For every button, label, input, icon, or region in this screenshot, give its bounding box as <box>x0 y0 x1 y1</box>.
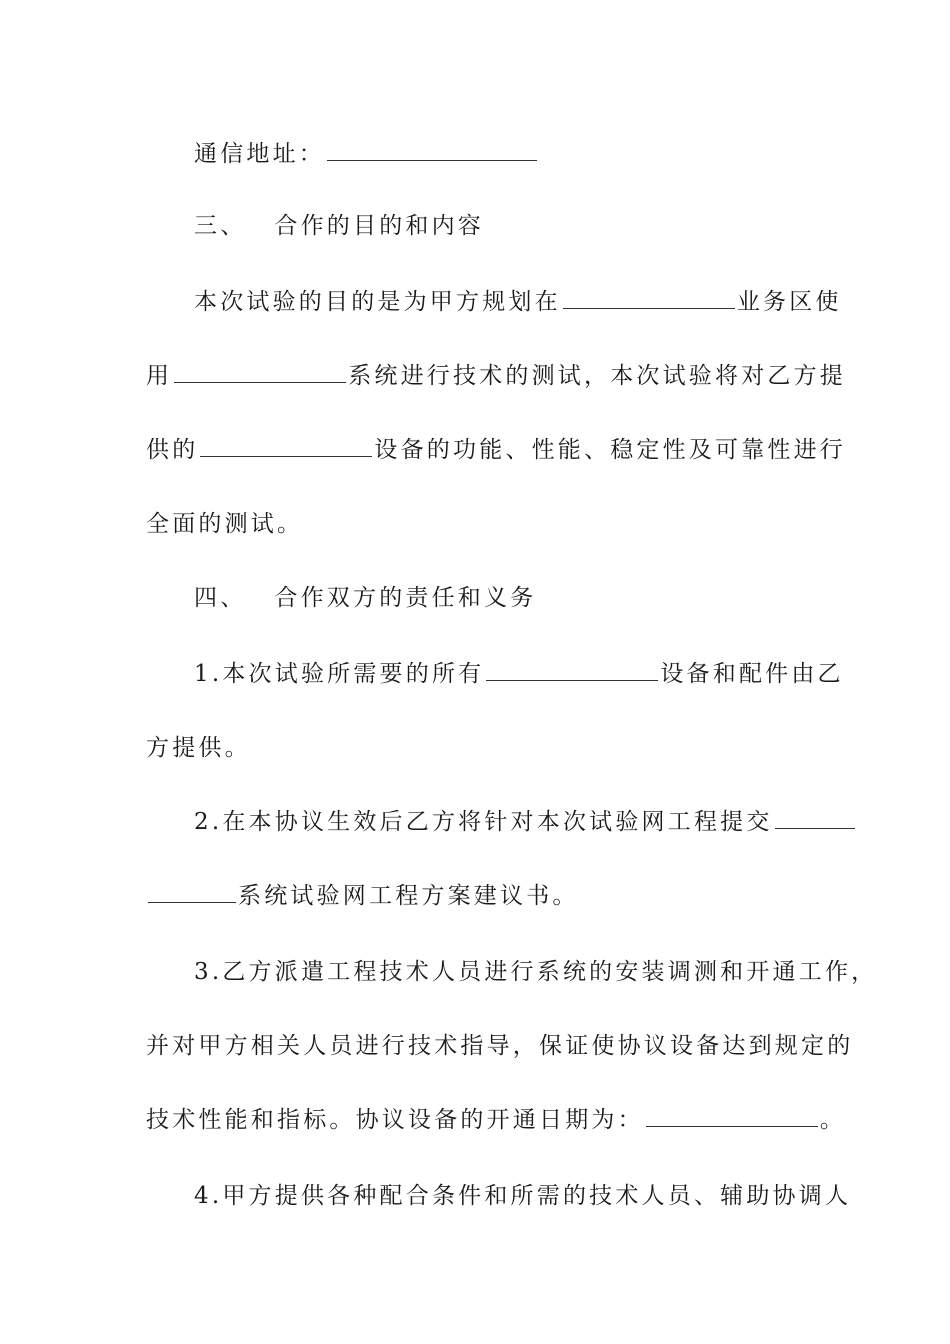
p1-l3-text-a: 供的 <box>146 437 199 463</box>
section-4-title: 合作双方的责任和义务 <box>274 585 537 611</box>
section-4-heading <box>0 582 950 614</box>
item-4-text-a: 4.甲方提供各种配合条件和所需的技术人员、辅助协调人 <box>194 1183 852 1209</box>
item-3-blank-date <box>646 1104 818 1127</box>
section-3-heading <box>0 210 950 242</box>
paragraph-1-line-4 <box>0 508 950 540</box>
item-3-text-d: 。 <box>819 1107 847 1133</box>
item-3-text-b: 并对甲方相关人员进行技术指导，保证使协议设备达到规定的 <box>146 1033 854 1059</box>
section-3-title: 合作的目的和内容 <box>274 213 485 239</box>
item-3-line-2 <box>0 1030 950 1062</box>
p1-blank-system <box>174 360 346 383</box>
item-1-blank <box>486 658 658 681</box>
address-label: 通信地址： <box>194 141 325 167</box>
item-1-line-1 <box>0 658 950 690</box>
item-2-text-b: 系统试验网工程方案建议书。 <box>238 883 579 909</box>
item-1-text-c: 方提供。 <box>146 735 251 761</box>
address-line <box>0 138 950 170</box>
item-4-line-1 <box>0 1180 950 1212</box>
p1-l2-text-a: 用 <box>146 363 173 389</box>
address-blank <box>327 138 537 161</box>
item-2-text-a: 2.在本协议生效后乙方将针对本次试验网工程提交 <box>194 809 773 835</box>
p1-l4-text: 全面的测试。 <box>146 511 304 537</box>
item-1-text-a: 1.本次试验所需要的所有 <box>194 661 485 687</box>
p1-blank-equipment <box>200 434 372 457</box>
section-4-number: 四、 <box>194 585 247 611</box>
section-3-number: 三、 <box>194 213 247 239</box>
paragraph-1-line-1 <box>0 286 950 318</box>
p1-text-a: 本次试验的目的是为甲方规划在 <box>194 289 561 315</box>
item-3-text-c: 技术性能和指标。协议设备的开通日期为： <box>146 1107 644 1133</box>
item-2-blank-a <box>775 806 855 829</box>
item-2-blank-b <box>148 880 236 903</box>
p1-blank-region <box>563 286 735 309</box>
p1-l2-text-b: 系统进行技术的测试，本次试验将对乙方提 <box>348 363 847 389</box>
item-3-line-1 <box>0 956 950 988</box>
paragraph-1-line-2 <box>0 360 950 392</box>
item-1-line-2 <box>0 732 950 764</box>
paragraph-1-line-3 <box>0 434 950 466</box>
item-2-line-1 <box>0 806 950 838</box>
p1-text-b: 业务区使 <box>736 289 842 315</box>
p1-l3-text-b: 设备的功能、性能、稳定性及可靠性进行 <box>374 437 847 463</box>
item-1-text-b: 设备和配件由乙 <box>660 661 844 687</box>
item-2-line-2 <box>0 880 950 912</box>
item-3-line-3 <box>0 1104 950 1136</box>
item-3-text-a: 3.乙方派遣工程技术人员进行系统的安装调测和开通工作， <box>194 959 878 985</box>
